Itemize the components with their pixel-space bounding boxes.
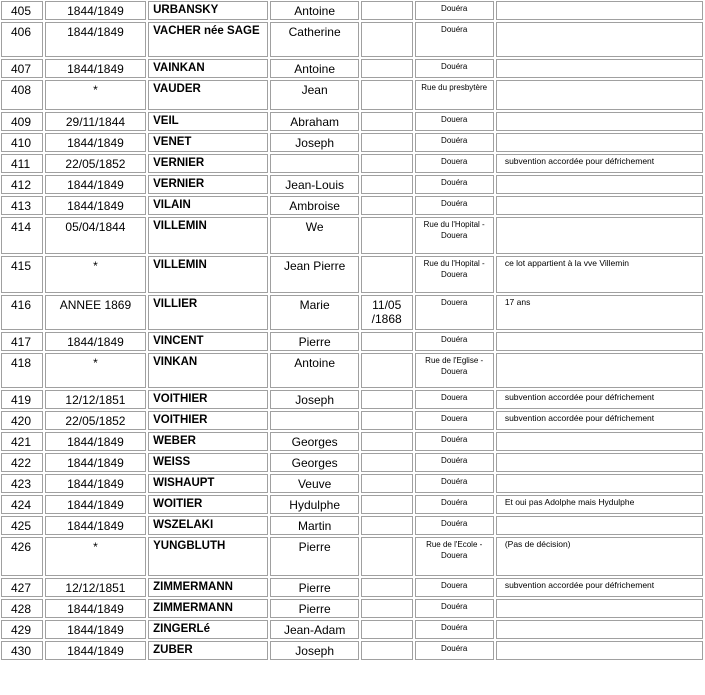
surname-cell: VEIL — [148, 112, 268, 131]
table-row — [1, 453, 703, 472]
date-cell: 12/12/1851 — [45, 578, 146, 597]
date-cell: 1844/1849 — [45, 620, 146, 639]
table-row — [1, 256, 703, 293]
date-cell: 1844/1849 — [45, 1, 146, 20]
place-cell: Douéra — [415, 474, 494, 493]
surname-cell: VINCENT — [148, 332, 268, 351]
note-cell: 17 ans — [496, 295, 703, 330]
date-cell: 1844/1849 — [45, 59, 146, 78]
extra-date-cell — [361, 495, 413, 514]
place-cell: Rue de l'Ecole - Douera — [415, 537, 494, 576]
firstname-cell: Joseph — [270, 641, 358, 660]
date-cell: 1844/1849 — [45, 516, 146, 535]
surname-cell: WOITIER — [148, 495, 268, 514]
row-number: 415 — [1, 256, 43, 293]
row-number: 421 — [1, 432, 43, 451]
extra-date-cell — [361, 256, 413, 293]
surname-cell: VAINKAN — [148, 59, 268, 78]
note-cell — [496, 516, 703, 535]
place-cell: Rue du l'Hopital - Douera — [415, 217, 494, 254]
note-cell — [496, 641, 703, 660]
extra-date-cell: 11/05 /1868 — [361, 295, 413, 330]
extra-date-cell — [361, 154, 413, 173]
place-cell: Rue du presbytère — [415, 80, 494, 110]
extra-date-cell — [361, 641, 413, 660]
note-cell — [496, 1, 703, 20]
place-cell: Douéra — [415, 175, 494, 194]
surname-cell: VINKAN — [148, 353, 268, 388]
note-cell — [496, 432, 703, 451]
row-number: 419 — [1, 390, 43, 409]
row-number: 407 — [1, 59, 43, 78]
note-cell — [496, 353, 703, 388]
note-cell: subvention accordée pour défrichement — [496, 390, 703, 409]
table-row — [1, 578, 703, 597]
surname-cell: VILLEMIN — [148, 256, 268, 293]
surname-cell: URBANSKY — [148, 1, 268, 20]
row-number: 408 — [1, 80, 43, 110]
firstname-cell: Martin — [270, 516, 358, 535]
firstname-cell: Antoine — [270, 1, 358, 20]
date-cell: 1844/1849 — [45, 641, 146, 660]
place-cell: Rue de l'Eglise - Douera — [415, 353, 494, 388]
extra-date-cell — [361, 432, 413, 451]
note-cell: ce lot appartient à la vve Villemin — [496, 256, 703, 293]
date-cell: 1844/1849 — [45, 133, 146, 152]
table-row — [1, 516, 703, 535]
place-cell: Douera — [415, 390, 494, 409]
extra-date-cell — [361, 411, 413, 430]
table-row — [1, 196, 703, 215]
row-number: 426 — [1, 537, 43, 576]
row-number: 417 — [1, 332, 43, 351]
firstname-cell: Jean-Adam — [270, 620, 358, 639]
extra-date-cell — [361, 59, 413, 78]
place-cell: Douera — [415, 112, 494, 131]
extra-date-cell — [361, 453, 413, 472]
place-cell: Douéra — [415, 332, 494, 351]
date-cell: 12/12/1851 — [45, 390, 146, 409]
place-cell: Douéra — [415, 133, 494, 152]
extra-date-cell — [361, 578, 413, 597]
table-row — [1, 332, 703, 351]
note-cell — [496, 22, 703, 57]
note-cell: subvention accordée pour défrichement — [496, 154, 703, 173]
firstname-cell: Pierre — [270, 332, 358, 351]
date-cell: * — [45, 80, 146, 110]
row-number: 423 — [1, 474, 43, 493]
place-cell: Douera — [415, 154, 494, 173]
date-cell: * — [45, 256, 146, 293]
surname-cell: WEISS — [148, 453, 268, 472]
date-cell: 1844/1849 — [45, 175, 146, 194]
row-number: 425 — [1, 516, 43, 535]
row-number: 428 — [1, 599, 43, 618]
table-row — [1, 59, 703, 78]
surname-cell: VERNIER — [148, 154, 268, 173]
firstname-cell: Jean Pierre — [270, 256, 358, 293]
table-row — [1, 474, 703, 493]
table-row — [1, 80, 703, 110]
surname-cell: VOITHIER — [148, 390, 268, 409]
row-number: 429 — [1, 620, 43, 639]
extra-date-cell — [361, 474, 413, 493]
table-row — [1, 133, 703, 152]
firstname-cell: Joseph — [270, 133, 358, 152]
place-cell: Douéra — [415, 432, 494, 451]
extra-date-cell — [361, 1, 413, 20]
place-cell: Rue du l'Hopital - Douera — [415, 256, 494, 293]
note-cell — [496, 112, 703, 131]
date-cell: ANNEE 1869 — [45, 295, 146, 330]
place-cell: Douéra — [415, 59, 494, 78]
firstname-cell: Veuve — [270, 474, 358, 493]
firstname-cell: Joseph — [270, 390, 358, 409]
firstname-cell: Georges — [270, 432, 358, 451]
row-number: 406 — [1, 22, 43, 57]
extra-date-cell — [361, 537, 413, 576]
note-cell: Et oui pas Adolphe mais Hydulphe — [496, 495, 703, 514]
surname-cell: VENET — [148, 133, 268, 152]
place-cell: Douéra — [415, 620, 494, 639]
extra-date-cell — [361, 112, 413, 131]
date-cell: * — [45, 353, 146, 388]
surname-cell: VILLIER — [148, 295, 268, 330]
place-cell: Douéra — [415, 453, 494, 472]
firstname-cell — [270, 154, 358, 173]
firstname-cell: Antoine — [270, 59, 358, 78]
surname-cell: VERNIER — [148, 175, 268, 194]
table-body — [1, 1, 703, 660]
surname-cell: VILLEMIN — [148, 217, 268, 254]
place-cell: Douera — [415, 411, 494, 430]
note-cell — [496, 175, 703, 194]
note-cell: subvention accordée pour défrichement — [496, 411, 703, 430]
note-cell — [496, 453, 703, 472]
date-cell: 22/05/1852 — [45, 411, 146, 430]
surname-cell: ZUBER — [148, 641, 268, 660]
extra-date-cell — [361, 516, 413, 535]
extra-date-cell — [361, 133, 413, 152]
row-number: 420 — [1, 411, 43, 430]
row-number: 422 — [1, 453, 43, 472]
extra-date-cell — [361, 599, 413, 618]
firstname-cell: Ambroise — [270, 196, 358, 215]
place-cell: Douéra — [415, 196, 494, 215]
place-cell: Douéra — [415, 22, 494, 57]
date-cell: 1844/1849 — [45, 432, 146, 451]
row-number: 427 — [1, 578, 43, 597]
table-row — [1, 620, 703, 639]
date-cell: 1844/1849 — [45, 599, 146, 618]
date-cell: 29/11/1844 — [45, 112, 146, 131]
row-number: 416 — [1, 295, 43, 330]
extra-date-cell — [361, 175, 413, 194]
table-row — [1, 537, 703, 576]
surname-cell: YUNGBLUTH — [148, 537, 268, 576]
table-row — [1, 175, 703, 194]
note-cell — [496, 59, 703, 78]
firstname-cell: Antoine — [270, 353, 358, 388]
firstname-cell: Hydulphe — [270, 495, 358, 514]
table-row — [1, 353, 703, 388]
row-number: 424 — [1, 495, 43, 514]
note-cell — [496, 620, 703, 639]
table-row — [1, 154, 703, 173]
surname-cell: ZIMMERMANN — [148, 599, 268, 618]
table-row — [1, 112, 703, 131]
firstname-cell: Abraham — [270, 112, 358, 131]
row-number: 410 — [1, 133, 43, 152]
table-row — [1, 495, 703, 514]
note-cell — [496, 332, 703, 351]
place-cell: Douera — [415, 295, 494, 330]
firstname-cell: We — [270, 217, 358, 254]
row-number: 430 — [1, 641, 43, 660]
surname-cell: VAUDER — [148, 80, 268, 110]
note-cell — [496, 599, 703, 618]
firstname-cell — [270, 411, 358, 430]
row-number: 413 — [1, 196, 43, 215]
row-number: 409 — [1, 112, 43, 131]
date-cell: 05/04/1844 — [45, 217, 146, 254]
extra-date-cell — [361, 22, 413, 57]
place-cell: Douéra — [415, 495, 494, 514]
table-row — [1, 217, 703, 254]
note-cell — [496, 196, 703, 215]
table-row — [1, 641, 703, 660]
extra-date-cell — [361, 332, 413, 351]
place-cell: Douéra — [415, 1, 494, 20]
surname-cell: VOITHIER — [148, 411, 268, 430]
firstname-cell: Georges — [270, 453, 358, 472]
table-row — [1, 22, 703, 57]
date-cell: 22/05/1852 — [45, 154, 146, 173]
extra-date-cell — [361, 390, 413, 409]
date-cell: * — [45, 537, 146, 576]
extra-date-cell — [361, 353, 413, 388]
table-row — [1, 1, 703, 20]
note-cell — [496, 80, 703, 110]
firstname-cell: Catherine — [270, 22, 358, 57]
surname-cell: ZIMMERMANN — [148, 578, 268, 597]
place-cell: Douéra — [415, 516, 494, 535]
table-row — [1, 295, 703, 330]
row-number: 412 — [1, 175, 43, 194]
surname-cell: ZINGERLé — [148, 620, 268, 639]
surname-cell: WSZELAKI — [148, 516, 268, 535]
row-number: 411 — [1, 154, 43, 173]
date-cell: 1844/1849 — [45, 196, 146, 215]
firstname-cell: Marie — [270, 295, 358, 330]
note-cell — [496, 133, 703, 152]
note-cell: subvention accordée pour défrichement — [496, 578, 703, 597]
row-number: 414 — [1, 217, 43, 254]
row-number: 405 — [1, 1, 43, 20]
note-cell — [496, 474, 703, 493]
firstname-cell: Jean — [270, 80, 358, 110]
date-cell: 1844/1849 — [45, 495, 146, 514]
date-cell: 1844/1849 — [45, 332, 146, 351]
row-number: 418 — [1, 353, 43, 388]
surname-cell: VILAIN — [148, 196, 268, 215]
table-row — [1, 411, 703, 430]
table-row — [1, 432, 703, 451]
surname-cell: WISHAUPT — [148, 474, 268, 493]
date-cell: 1844/1849 — [45, 453, 146, 472]
note-cell — [496, 217, 703, 254]
note-cell: (Pas de décision) — [496, 537, 703, 576]
table-row — [1, 599, 703, 618]
place-cell: Douéra — [415, 641, 494, 660]
extra-date-cell — [361, 80, 413, 110]
extra-date-cell — [361, 620, 413, 639]
date-cell: 1844/1849 — [45, 22, 146, 57]
surname-cell: VACHER née SAGE — [148, 22, 268, 57]
extra-date-cell — [361, 196, 413, 215]
place-cell: Douera — [415, 578, 494, 597]
table-row — [1, 390, 703, 409]
extra-date-cell — [361, 217, 413, 254]
firstname-cell: Jean-Louis — [270, 175, 358, 194]
firstname-cell: Pierre — [270, 599, 358, 618]
firstname-cell: Pierre — [270, 578, 358, 597]
surname-cell: WEBER — [148, 432, 268, 451]
firstname-cell: Pierre — [270, 537, 358, 576]
date-cell: 1844/1849 — [45, 474, 146, 493]
place-cell: Douéra — [415, 599, 494, 618]
